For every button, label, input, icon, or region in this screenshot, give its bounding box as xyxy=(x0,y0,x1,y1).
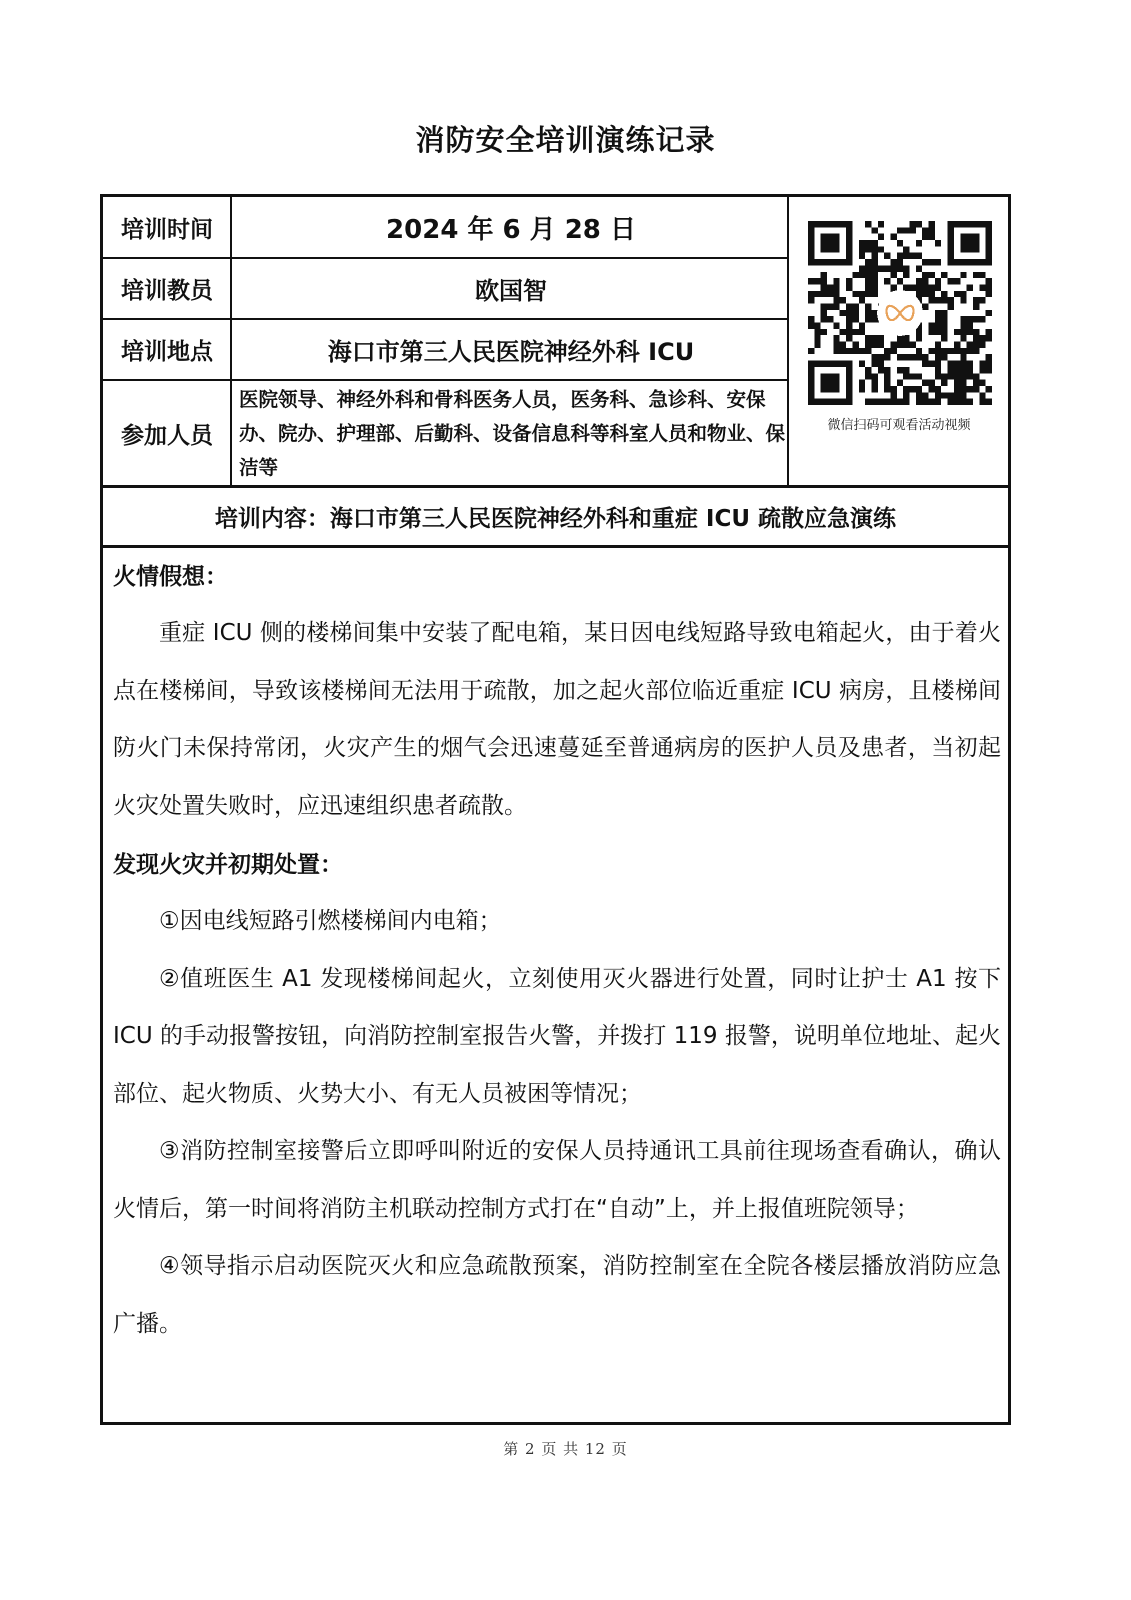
step-item: ②值班医生 A1 发现楼梯间起火，立刻使用灭火器进行处置，同时让护士 A1 按下 ICU 的手动报警按钮，向消防控制室报告火警，并拨打 119 报警，说明单位地址、起火部位、起火物质、火势大小、有无人员被困等情况； xyxy=(113,965,1001,1107)
label-training-time: 培训时间 xyxy=(121,216,213,243)
row-divider xyxy=(103,545,1008,548)
value-participants: 医院领导、神经外科和骨科医务人员，医务科、急诊科、安保办、院办、护理部、后勤科、设备信息科等科室人员和物业、保洁等 xyxy=(239,388,786,479)
training-content-header: 培训内容：海口市第三人民医院神经外科和重症 ICU 疏散应急演练 xyxy=(214,505,897,532)
value-training-time: 2024 年 6 月 28 日 xyxy=(386,214,636,245)
label-location: 培训地点 xyxy=(121,339,213,365)
qr-caption: 微信扫码可观看活动视频 xyxy=(827,418,971,433)
training-content-body xyxy=(113,549,1001,1353)
page-footer: 第 2 页 共 12 页 xyxy=(503,1440,628,1458)
section-heading: 发现火灾并初期处置： xyxy=(113,852,343,878)
section-paragraph: 重症 ICU 侧的楼梯间集中安装了配电箱，某日因电线短路导致电箱起火，由于着火点在楼梯间，导致该楼梯间无法用于疏散，加之起火部位临近重症 ICU 病房，且楼梯间防火门未保持常闭，火灾产生的烟气会迅速蔓延至普通病房的医护人员及患者，当初起火灾处置失败时，应迅速组织患者疏散。 xyxy=(113,620,1001,819)
label-participants: 参加人员 xyxy=(121,422,213,449)
value-location: 海口市第三人民医院神经外科 ICU xyxy=(327,338,695,366)
section-heading: 火情假想： xyxy=(113,564,228,590)
value-instructor: 欧国智 xyxy=(475,277,547,305)
step-item: ③消防控制室接警后立即呼叫附近的安保人员持通讯工具前往现场查看确认，确认火情后，第一时间将消防主机联动控制方式打在“自动”上，并上报值班院领导； xyxy=(113,1138,1001,1222)
label-instructor: 培训教员 xyxy=(121,278,213,304)
training-record-table xyxy=(100,194,1011,1425)
qr-code-icon[interactable] xyxy=(808,221,992,405)
step-item: ④领导指示启动医院灭火和应急疏散预案，消防控制室在全院各楼层播放消防应急广播。 xyxy=(113,1253,1001,1337)
document-title: 消防安全培训演练记录 xyxy=(415,123,716,157)
step-item: ①因电线短路引燃楼梯间内电箱； xyxy=(159,908,502,934)
